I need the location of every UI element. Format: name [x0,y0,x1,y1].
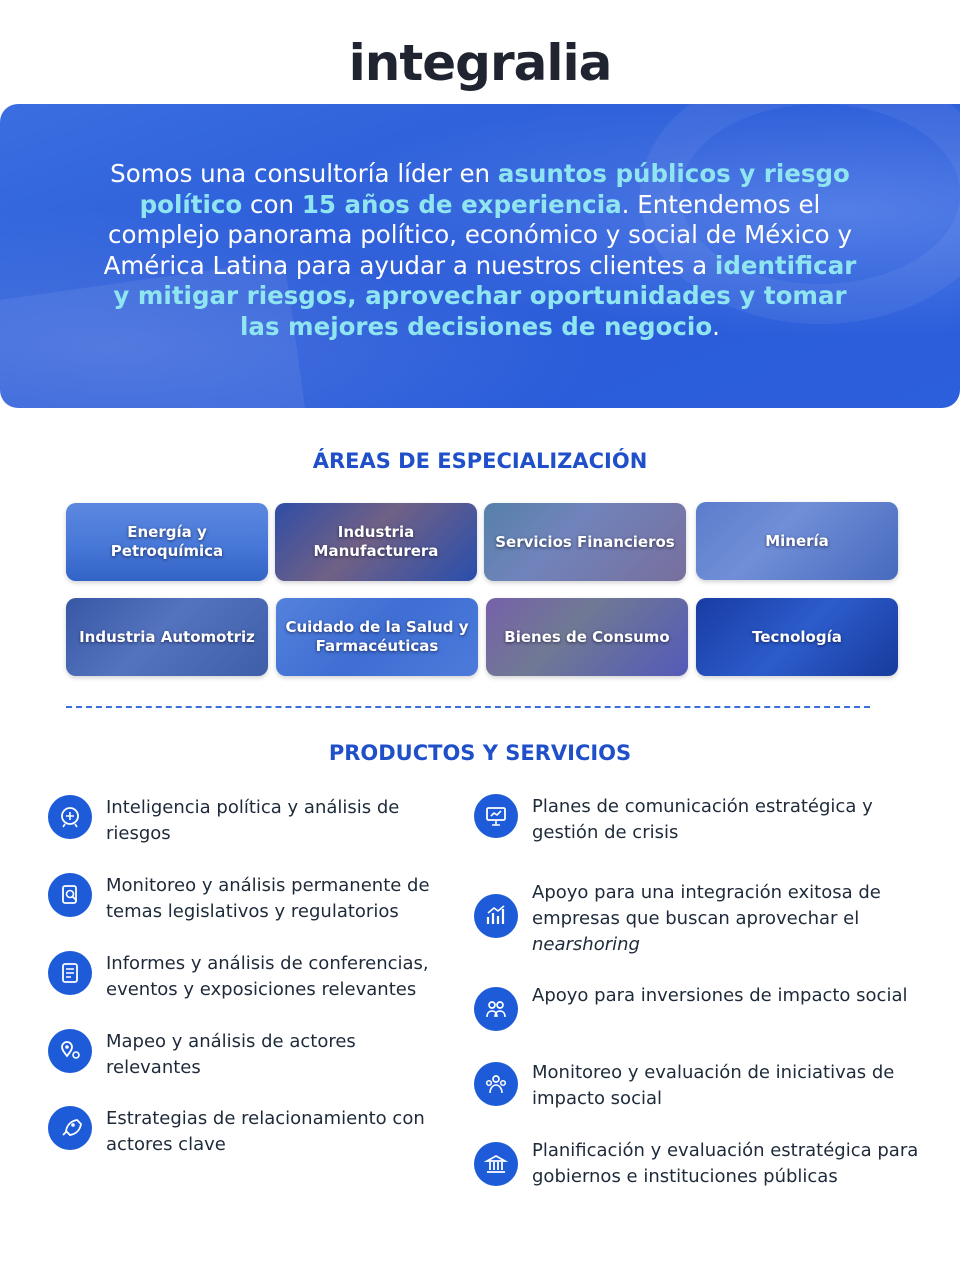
institution-icon [474,1142,518,1186]
people-hands-icon [474,987,518,1031]
service-item [474,1060,919,1112]
brain-icon [48,795,92,839]
areas-grid [66,502,898,678]
area-label: Cuidado de la Salud y Farmacéuticas [285,618,469,655]
service-item [48,951,448,1003]
area-label: Industria Automotriz [79,627,255,646]
service-text-italic: nearshoring [532,934,640,955]
growth-chart-icon [474,894,518,938]
area-card-salud [276,598,478,676]
dashed-divider [66,706,870,708]
service-text-part: Apoyo para una integración exitosa de empresas que buscan aprovechar el [532,882,881,929]
service-text: Inteligencia política y análisis de riesgos [106,797,400,844]
area-card-energia [66,503,268,581]
service-text: Estrategias de relacionamiento con actores clave [106,1108,425,1155]
area-card-consumo [486,598,688,676]
area-label: Tecnología [752,627,842,646]
area-label: Energía y Petroquímica [110,523,224,560]
document-search-icon [48,873,92,917]
hero-part: . Entendemos el complejo panorama político, económico y social de México y América Latina para ayudar a nuestros clientes a [103,189,852,280]
services-title: PRODUCTOS Y SERVICIOS [328,741,632,765]
rocket-icon [48,1106,92,1150]
hero-part: . [712,311,720,341]
hero-part: Somos una consultoría líder en [110,159,498,188]
area-label: Minería [765,531,829,550]
area-label: Servicios Financieros [495,532,675,551]
service-item [474,983,919,1031]
hero-highlight: 15 años de experiencia [301,189,622,219]
area-card-tecnologia [696,598,898,676]
service-text: Mapeo y análisis de actores relevantes [106,1031,356,1078]
area-card-mineria [696,502,898,580]
area-card-manufactura [275,503,477,581]
hero-part: con [242,189,302,219]
hero-banner [0,104,960,408]
service-item [474,1138,919,1190]
service-item [48,1029,448,1081]
area-label: Industria Manufacturera [313,523,439,560]
service-text: Planes de comunicación estratégica y gestión de crisis [532,796,873,843]
service-item [48,1106,448,1158]
logo-text: integralia [348,34,612,92]
areas-title: ÁREAS DE ESPECIALIZACIÓN [312,449,648,473]
service-text [532,880,919,958]
service-text: Apoyo para inversiones de impacto social [532,985,908,1006]
service-item [474,880,919,958]
report-icon [48,951,92,995]
area-card-automotriz [66,598,268,676]
hero-highlight: identificar y mitigar riesgos, aprovechar oportunidades y tomar las mejores decisiones de negocio [113,250,857,341]
service-item [474,794,919,846]
service-text: Planificación y evaluación estratégica para gobiernos e instituciones públicas [532,1140,919,1187]
hero-statement [100,159,860,342]
service-text: Informes y análisis de conferencias, eventos y exposiciones relevantes [106,953,429,1000]
service-text: Monitoreo y evaluación de iniciativas de impacto social [532,1062,895,1109]
brand-logo [0,34,960,92]
area-card-financieros [484,503,686,581]
service-item [48,795,448,847]
community-icon [474,1062,518,1106]
service-text: Monitoreo y análisis permanente de temas legislativos y regulatorios [106,875,430,922]
presentation-icon [474,794,518,838]
map-pin-icon [48,1029,92,1073]
hero-highlight: asuntos públicos y riesgo político [139,159,850,219]
service-item [48,873,448,925]
area-label: Bienes de Consumo [504,627,670,646]
